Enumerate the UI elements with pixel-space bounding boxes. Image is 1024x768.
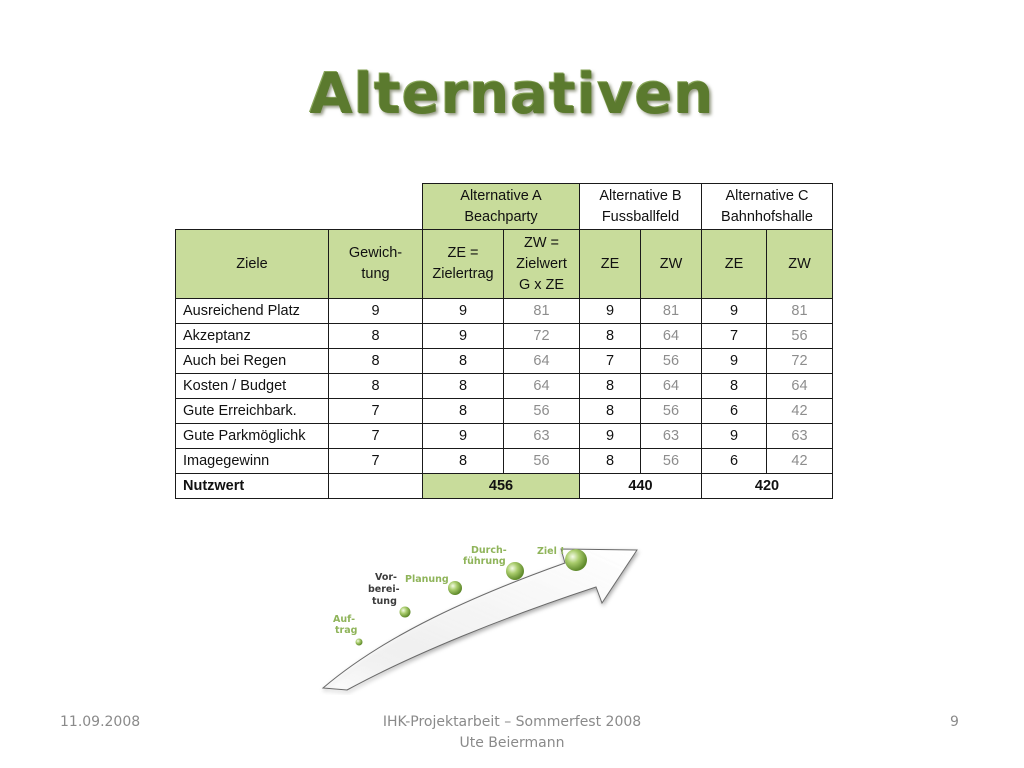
alternative-a-ze-cell: 8 xyxy=(423,399,504,424)
alternative-c-ze-cell: 9 xyxy=(702,299,767,324)
table-row xyxy=(176,399,833,424)
ze-header-b: ZE xyxy=(580,230,641,299)
alternative-b-subtitle: Fussballfeld xyxy=(601,208,680,225)
alternative-c-zw-cell: 64 xyxy=(767,374,833,399)
total-row xyxy=(176,474,833,499)
weight-cell: 8 xyxy=(329,374,423,399)
phase-sphere-vorbereitung xyxy=(400,607,411,618)
phase-sphere-ziel xyxy=(565,549,587,571)
alternative-b-zw-cell: 64 xyxy=(641,324,702,349)
alternative-a-zw-cell: 64 xyxy=(504,374,580,399)
total-alternative-a: 456 xyxy=(423,474,580,499)
goal-cell: Auch bei Regen xyxy=(176,349,329,374)
ze-header-c: ZE xyxy=(702,230,767,299)
alternative-b-zw-cell: 63 xyxy=(641,424,702,449)
table-row xyxy=(176,324,833,349)
total-weight-empty xyxy=(329,474,423,499)
alternative-c-ze-cell: 6 xyxy=(702,399,767,424)
alternative-c-ze-cell: 6 xyxy=(702,449,767,474)
alternative-a-header xyxy=(423,184,580,230)
footer-title-line1: IHK-Projektarbeit – Sommerfest 2008 xyxy=(382,714,642,730)
footer-page-number: 9 xyxy=(950,714,959,730)
alternative-a-ze-cell: 9 xyxy=(423,324,504,349)
alternative-c-zw-cell: 42 xyxy=(767,449,833,474)
phase-sphere-durchfuehrung xyxy=(506,562,524,580)
alternative-c-header xyxy=(702,184,833,230)
alternative-c-ze-cell: 9 xyxy=(702,424,767,449)
alternative-a-name: Alternative A xyxy=(460,187,542,204)
phase-label-ziel: Ziel ! xyxy=(537,546,565,557)
alternative-a-ze-cell: 8 xyxy=(423,374,504,399)
phase-label-vorbereitung-2: berei- xyxy=(368,584,400,595)
alternative-c-zw-cell: 81 xyxy=(767,299,833,324)
phase-label-auftrag-1: Auf- xyxy=(333,614,356,625)
alternative-b-ze-cell: 9 xyxy=(580,299,641,324)
alternative-c-subtitle: Bahnhofshalle xyxy=(721,208,813,225)
zw-header-a xyxy=(504,230,580,299)
slide-title: Alternativen xyxy=(309,62,715,127)
alternative-a-zw-cell: 63 xyxy=(504,424,580,449)
alternative-a-subtitle: Beachparty xyxy=(464,208,538,225)
zw-header-line3: G x ZE xyxy=(518,276,565,293)
alternative-a-ze-cell: 9 xyxy=(423,424,504,449)
weight-cell: 8 xyxy=(329,349,423,374)
phase-label-durchfuehrung-2: führung xyxy=(463,556,506,567)
weight-cell: 7 xyxy=(329,449,423,474)
weight-cell: 7 xyxy=(329,399,423,424)
alternative-b-zw-cell: 81 xyxy=(641,299,702,324)
alternative-c-ze-cell: 7 xyxy=(702,324,767,349)
table-row xyxy=(176,449,833,474)
table-row xyxy=(176,374,833,399)
alternative-b-zw-cell: 56 xyxy=(641,349,702,374)
table-row xyxy=(176,349,833,374)
alternative-b-ze-cell: 8 xyxy=(580,449,641,474)
alternative-c-zw-cell: 63 xyxy=(767,424,833,449)
alternative-b-name: Alternative B xyxy=(599,187,682,204)
goals-header: Ziele xyxy=(176,230,329,299)
goal-cell: Imagegewinn xyxy=(176,449,329,474)
alternative-b-zw-cell: 56 xyxy=(641,399,702,424)
alternative-b-zw-cell: 56 xyxy=(641,449,702,474)
table-row xyxy=(176,424,833,449)
alternative-b-ze-cell: 9 xyxy=(580,424,641,449)
phase-sphere-planung xyxy=(448,581,462,595)
alternative-b-header xyxy=(580,184,702,230)
alternative-c-name: Alternative C xyxy=(725,187,809,204)
zw-header-line2: Zielwert xyxy=(516,255,567,272)
goal-cell: Akzeptanz xyxy=(176,324,329,349)
total-label: Nutzwert xyxy=(176,474,329,499)
alternative-a-zw-cell: 81 xyxy=(504,299,580,324)
alternative-b-ze-cell: 7 xyxy=(580,349,641,374)
phase-label-vorbereitung-1: Vor- xyxy=(375,572,397,583)
zw-header-b: ZW xyxy=(641,230,702,299)
phase-label-durchfuehrung-1: Durch- xyxy=(471,545,507,556)
total-alternative-b: 440 xyxy=(580,474,702,499)
project-phase-arrow-graphic xyxy=(315,525,645,695)
footer-date: 11.09.2008 xyxy=(60,714,141,730)
alternative-a-zw-cell: 72 xyxy=(504,324,580,349)
footer-title-line2: Ute Beiermann xyxy=(459,735,565,751)
alternative-c-ze-cell: 9 xyxy=(702,349,767,374)
column-header-row xyxy=(176,230,833,299)
alternative-b-ze-cell: 8 xyxy=(580,374,641,399)
alternative-a-zw-cell: 56 xyxy=(504,449,580,474)
alternative-a-ze-cell: 8 xyxy=(423,349,504,374)
alternative-c-zw-cell: 42 xyxy=(767,399,833,424)
zw-header-line1: ZW = xyxy=(523,234,560,251)
alternative-b-ze-cell: 8 xyxy=(580,324,641,349)
weight-header xyxy=(329,230,423,299)
phase-label-vorbereitung-3: tung xyxy=(372,596,397,607)
weight-cell: 8 xyxy=(329,324,423,349)
empty-corner xyxy=(176,184,423,230)
phase-sphere-auftrag xyxy=(356,639,363,646)
weight-header-line1: Gewich- xyxy=(348,245,403,261)
total-alternative-c: 420 xyxy=(702,474,833,499)
alternative-a-zw-cell: 56 xyxy=(504,399,580,424)
zw-header-c: ZW xyxy=(767,230,833,299)
weight-cell: 7 xyxy=(329,424,423,449)
alternative-c-zw-cell: 72 xyxy=(767,349,833,374)
alternative-a-ze-cell: 8 xyxy=(423,449,504,474)
utility-analysis-table xyxy=(175,183,833,499)
alternative-a-ze-cell: 9 xyxy=(423,299,504,324)
goal-cell: Gute Erreichbark. xyxy=(176,399,329,424)
footer-title xyxy=(312,712,712,754)
goal-cell: Kosten / Budget xyxy=(176,374,329,399)
alternative-c-ze-cell: 8 xyxy=(702,374,767,399)
alternative-c-zw-cell: 56 xyxy=(767,324,833,349)
ze-header-line1: ZE = xyxy=(447,245,479,261)
goal-cell: Gute Parkmöglichk xyxy=(176,424,329,449)
weight-header-line2: tung xyxy=(361,266,390,282)
alternatives-header-row xyxy=(176,184,833,230)
ze-header-line2: Zielertrag xyxy=(432,266,494,282)
table-body xyxy=(176,299,833,474)
curved-arrow-shape xyxy=(323,549,637,690)
table-row xyxy=(176,299,833,324)
alternative-a-zw-cell: 64 xyxy=(504,349,580,374)
goal-cell: Ausreichend Platz xyxy=(176,299,329,324)
weight-cell: 9 xyxy=(329,299,423,324)
phase-label-auftrag-2: trag xyxy=(335,625,358,636)
ze-header-a xyxy=(423,230,504,299)
alternative-b-ze-cell: 8 xyxy=(580,399,641,424)
phase-label-planung: Planung xyxy=(405,574,449,585)
alternative-b-zw-cell: 64 xyxy=(641,374,702,399)
